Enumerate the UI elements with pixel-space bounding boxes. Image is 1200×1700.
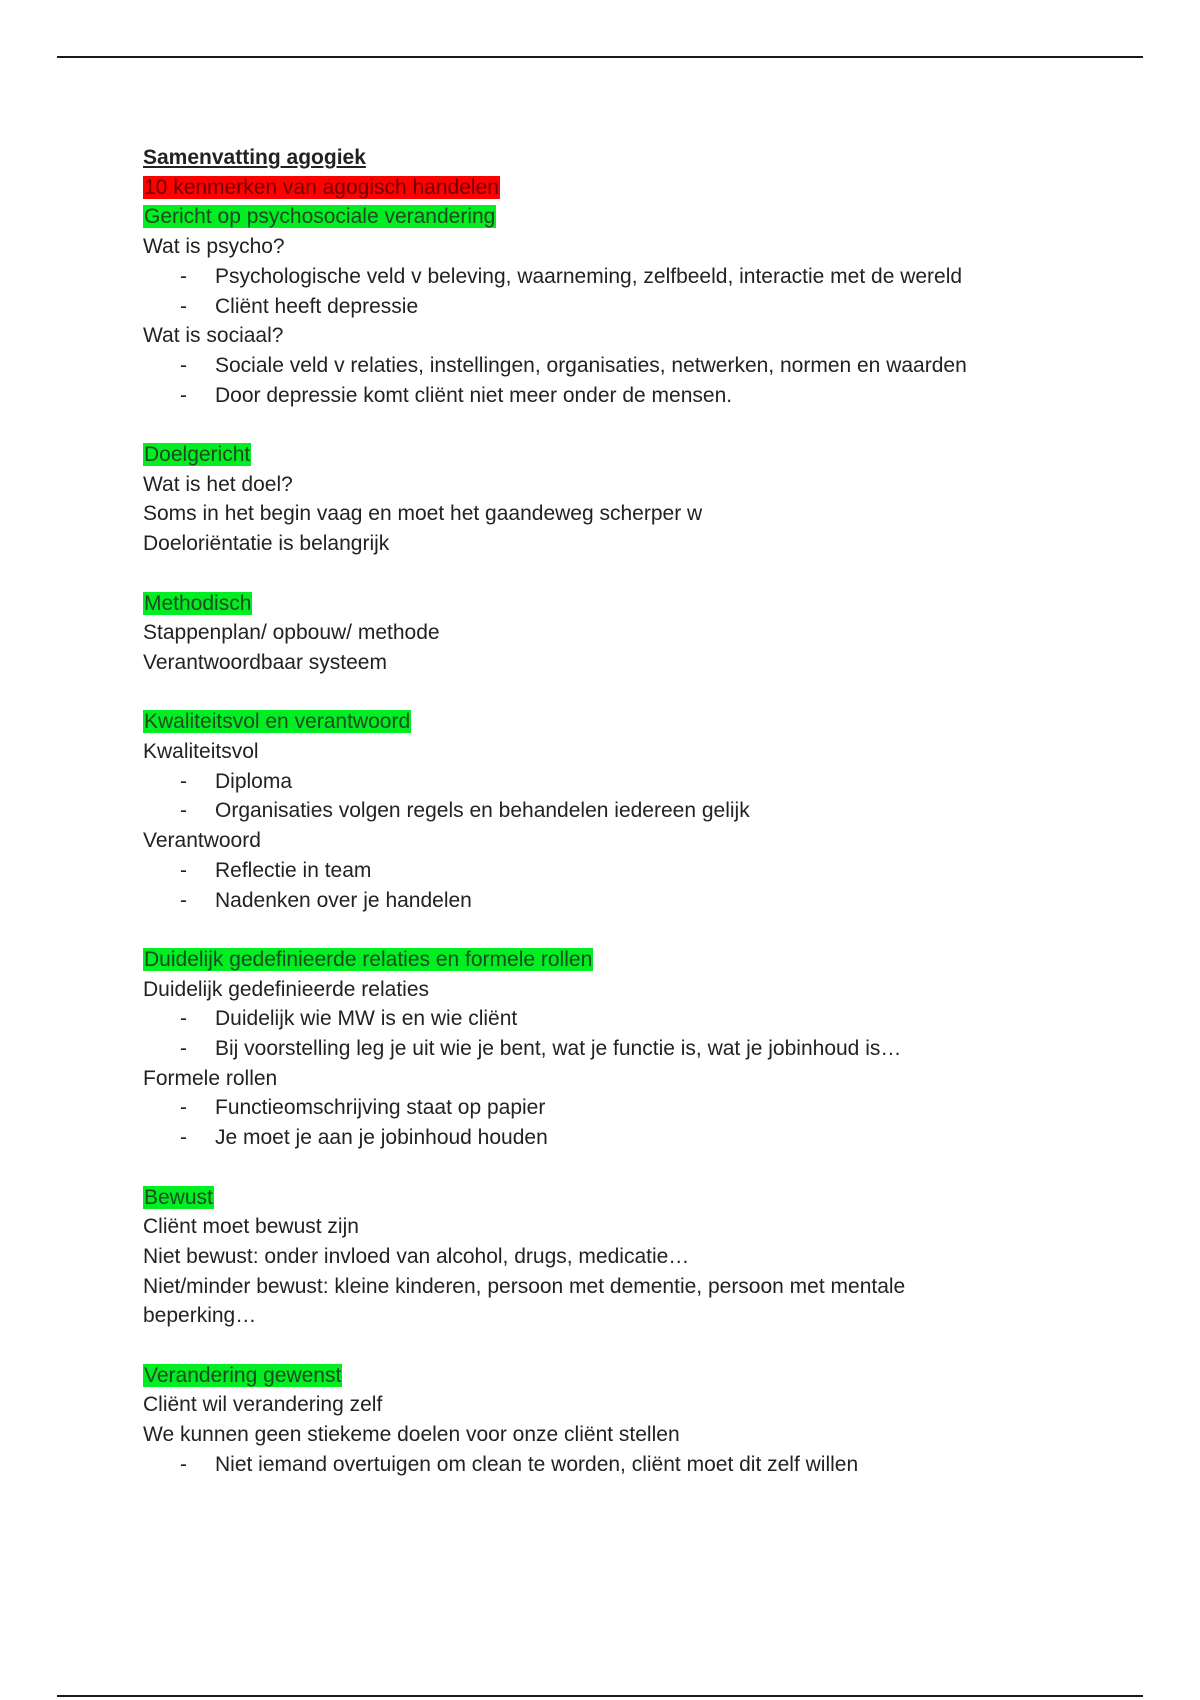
section-heading-line [143, 945, 1083, 975]
body-text-line [143, 1301, 1083, 1331]
body-text: Formele rollen [143, 1066, 278, 1090]
bullet-text: Functieomschrijving staat op papier [215, 1096, 546, 1120]
bullet-item [143, 767, 1083, 797]
section [143, 945, 1083, 1153]
body-text-line [143, 232, 1083, 262]
bullet-item [143, 886, 1083, 916]
bullet-dash: - [180, 1007, 187, 1031]
section-spacer [143, 1331, 1083, 1361]
document-title-line [143, 143, 1083, 173]
bullet-item [143, 351, 1083, 381]
body-text: Cliënt wil verandering zelf [143, 1393, 383, 1417]
section-heading: Doelgericht [144, 443, 251, 467]
section-heading-line [143, 589, 1083, 619]
bullet-dash: - [180, 264, 187, 288]
body-text-line [143, 648, 1083, 678]
section [143, 440, 1083, 559]
body-text-line [143, 1390, 1083, 1420]
section [143, 1361, 1083, 1480]
bullet-item [143, 1034, 1083, 1064]
bullet-text: Door depressie komt cliënt niet meer onder de mensen. [215, 383, 733, 407]
body-text: beperking… [143, 1304, 257, 1328]
body-text: Soms in het begin vaag en moet het gaandeweg scherper w [143, 502, 703, 526]
bullet-dash: - [180, 1452, 187, 1476]
bullet-item [143, 1093, 1083, 1123]
section-heading: Methodisch [144, 591, 252, 615]
section [143, 589, 1083, 678]
body-text: Niet bewust: onder invloed van alcohol, drugs, medicatie… [143, 1244, 690, 1268]
section-heading: Duidelijk gedefinieerde relaties en formele rollen [144, 947, 593, 971]
body-text-line [143, 1272, 1083, 1302]
section [143, 1183, 1083, 1332]
section [143, 707, 1083, 915]
body-text-line [143, 618, 1083, 648]
body-text-line [143, 499, 1083, 529]
bullet-text: Je moet je aan je jobinhoud houden [215, 1126, 548, 1150]
section [143, 202, 1083, 410]
bullet-item [143, 856, 1083, 886]
body-text-line [143, 1420, 1083, 1450]
section-spacer [143, 559, 1083, 589]
bullet-text: Cliënt heeft depressie [215, 294, 419, 318]
body-text-line [143, 321, 1083, 351]
bullet-text: Duidelijk wie MW is en wie cliënt [215, 1007, 518, 1031]
section-heading: Gericht op psychosociale verandering [144, 205, 496, 229]
body-text-line [143, 1212, 1083, 1242]
body-text: We kunnen geen stiekeme doelen voor onze cliënt stellen [143, 1423, 680, 1447]
bullet-text: Diploma [215, 769, 293, 793]
bullet-dash: - [180, 1037, 187, 1061]
bullet-dash: - [180, 294, 187, 318]
body-text-line [143, 470, 1083, 500]
bullet-dash: - [180, 799, 187, 823]
body-text: Duidelijk gedefinieerde relaties [143, 977, 430, 1001]
bullet-dash: - [180, 888, 187, 912]
section-heading-line [143, 1183, 1083, 1213]
bullet-text: Sociale veld v relaties, instellingen, organisaties, netwerken, normen en waarden [215, 353, 967, 377]
section-spacer [143, 410, 1083, 440]
body-text-line [143, 826, 1083, 856]
section-heading: Bewust [144, 1185, 213, 1209]
red-highlight-line [143, 173, 1083, 203]
body-text: Niet/minder bewust: kleine kinderen, persoon met dementie, persoon met mentale [143, 1274, 906, 1298]
section-heading-line [143, 202, 1083, 232]
bullet-dash: - [180, 383, 187, 407]
bullet-text: Organisaties volgen regels en behandelen iedereen gelijk [215, 799, 750, 823]
bullet-dash: - [180, 353, 187, 377]
bullet-dash: - [180, 1096, 187, 1120]
footer-rule [57, 1695, 1143, 1697]
body-text: Wat is het doel? [143, 472, 293, 496]
section-spacer [143, 915, 1083, 945]
section-heading: Verandering gewenst [144, 1363, 342, 1387]
bullet-text: Bij voorstelling leg je uit wie je bent, wat je functie is, wat je jobinhoud is… [215, 1037, 902, 1061]
red-highlighted-subtitle: 10 kenmerken van agogisch handelen [144, 175, 499, 199]
bullet-text: Nadenken over je handelen [215, 888, 472, 912]
bullet-item [143, 796, 1083, 826]
bullet-dash: - [180, 1126, 187, 1150]
bullet-item [143, 1004, 1083, 1034]
bullet-item [143, 292, 1083, 322]
section-heading-line [143, 1361, 1083, 1391]
bullet-dash: - [180, 858, 187, 882]
body-text: Verantwoordbaar systeem [143, 650, 387, 674]
body-text: Doeloriëntatie is belangrijk [143, 532, 390, 556]
body-text: Kwaliteitsvol [143, 740, 259, 764]
bullet-text: Psychologische veld v beleving, waarneming, zelfbeeld, interactie met de wereld [215, 264, 963, 288]
section-heading: Kwaliteitsvol en verantwoord [144, 710, 411, 734]
bullet-dash: - [180, 769, 187, 793]
bullet-item [143, 381, 1083, 411]
body-text-line [143, 975, 1083, 1005]
body-text-line [143, 1242, 1083, 1272]
bullet-item [143, 1123, 1083, 1153]
body-text: Cliënt moet bewust zijn [143, 1215, 359, 1239]
bullet-text: Reflectie in team [215, 858, 372, 882]
section-heading-line [143, 707, 1083, 737]
header-rule [57, 56, 1143, 58]
sections-container [143, 202, 1083, 1479]
body-text: Stappenplan/ opbouw/ methode [143, 621, 440, 645]
body-text: Wat is sociaal? [143, 324, 284, 348]
document-title: Samenvatting agogiek [143, 146, 366, 169]
bullet-item [143, 262, 1083, 292]
section-heading-line [143, 440, 1083, 470]
body-text-line [143, 529, 1083, 559]
bullet-text: Niet iemand overtuigen om clean te worden, cliënt moet dit zelf willen [215, 1452, 859, 1476]
section-spacer [143, 678, 1083, 708]
document-body [143, 143, 1083, 1480]
body-text-line [143, 737, 1083, 767]
body-text: Wat is psycho? [143, 235, 285, 259]
body-text: Verantwoord [143, 829, 261, 853]
bullet-item [143, 1450, 1083, 1480]
section-spacer [143, 1153, 1083, 1183]
body-text-line [143, 1064, 1083, 1094]
